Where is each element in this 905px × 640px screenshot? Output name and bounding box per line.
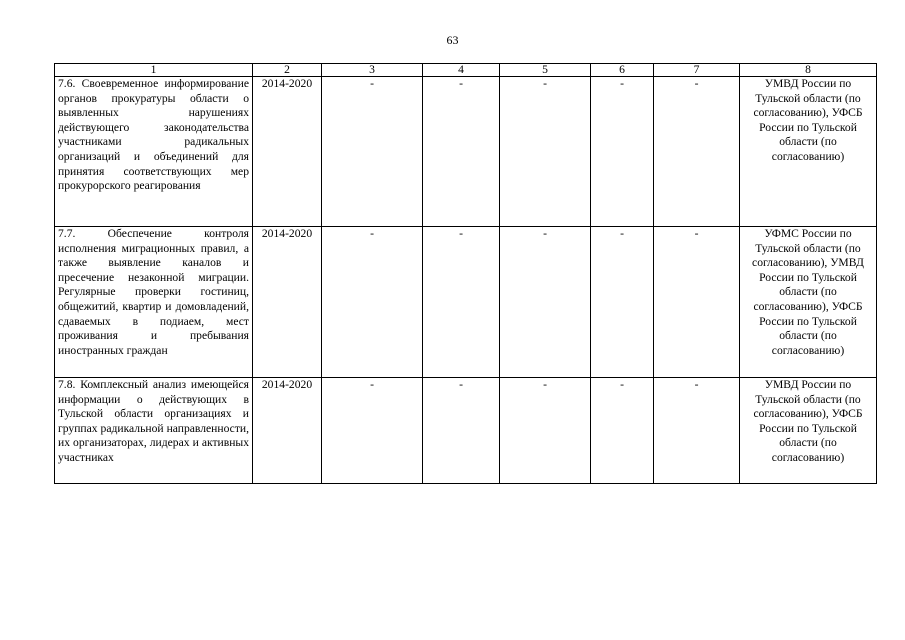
measure-cell: 7.7. Обеспечение контроля исполнения миграционных правил, а также выявление каналов и пресечение незаконной миграции. Регулярные проверки гостиниц, общежитий, квартир и домовладений, сдаваемых в подиаем, мест проживания и пребывания иностранных граждан xyxy=(55,227,253,378)
table-row xyxy=(55,378,877,484)
value-cell: - xyxy=(654,227,740,378)
column-header: 8 xyxy=(740,64,877,77)
value-cell: - xyxy=(591,227,654,378)
table-row xyxy=(55,77,877,227)
value-cell: - xyxy=(322,378,423,484)
measures-table xyxy=(54,63,877,484)
value-cell: - xyxy=(322,77,423,227)
value-cell: - xyxy=(591,77,654,227)
value-cell: - xyxy=(500,227,591,378)
value-cell: - xyxy=(423,77,500,227)
value-cell: - xyxy=(654,77,740,227)
column-header: 6 xyxy=(591,64,654,77)
column-header: 3 xyxy=(322,64,423,77)
measure-cell: 7.8. Комплексный анализ имеющейся информации о действующих в Тульской области организациях и группах радикальной направленности, их организаторах, лидерах и активных участниках xyxy=(55,378,253,484)
table-row xyxy=(55,227,877,378)
value-cell: - xyxy=(500,77,591,227)
period-cell: 2014-2020 xyxy=(253,227,322,378)
measure-cell: 7.6. Своевременное информирование органов прокуратуры области о выявленных нарушениях действующего законодательства участниками радикальных организаций и объединений для принятия соответствующих мер прокурорского реагирования xyxy=(55,77,253,227)
executors-cell: УМВД России по Тульской области (по согласованию), УФСБ России по Тульской области (по согласованию) xyxy=(740,77,877,227)
period-cell: 2014-2020 xyxy=(253,77,322,227)
column-header: 4 xyxy=(423,64,500,77)
value-cell: - xyxy=(591,378,654,484)
value-cell: - xyxy=(500,378,591,484)
executors-cell: УМВД России по Тульской области (по согласованию), УФСБ России по Тульской области (по согласованию) xyxy=(740,378,877,484)
value-cell: - xyxy=(423,378,500,484)
value-cell: - xyxy=(654,378,740,484)
page-number: 63 xyxy=(446,33,459,47)
column-header: 5 xyxy=(500,64,591,77)
column-header: 7 xyxy=(654,64,740,77)
header-row xyxy=(55,64,877,77)
executors-cell: УФМС России по Тульской области (по согласованию), УМВД России по Тульской области (по согласованию), УФСБ России по Тульской области (по согласованию) xyxy=(740,227,877,378)
value-cell: - xyxy=(322,227,423,378)
value-cell: - xyxy=(423,227,500,378)
column-header: 1 xyxy=(55,64,253,77)
column-header: 2 xyxy=(253,64,322,77)
period-cell: 2014-2020 xyxy=(253,378,322,484)
